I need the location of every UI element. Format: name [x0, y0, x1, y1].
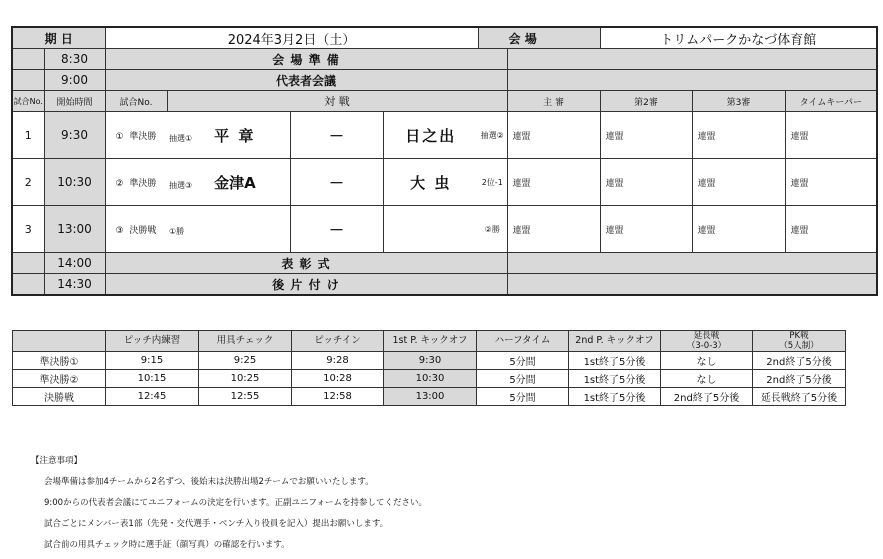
- timing-cell: 2nd終了5分後: [753, 352, 846, 370]
- event-label: 表 彰 式: [105, 253, 507, 274]
- col-referee: 主 審: [507, 91, 600, 112]
- match-time: 10:30: [44, 159, 105, 206]
- timing-row: [13, 370, 846, 388]
- timing-cell: 9:30: [384, 352, 477, 370]
- match-row: [12, 159, 877, 206]
- left-note: ①勝: [169, 227, 185, 236]
- note-item: 会場準備は参加4チームから2名ずつ、後始末は決勝出場2チームでお願いいたします。: [44, 477, 374, 487]
- venue-label: 会 場: [478, 27, 600, 49]
- timing-cell: 10:15: [106, 370, 199, 388]
- event-label: 代表者会議: [105, 70, 507, 91]
- timing-row: [13, 352, 846, 370]
- left-note: 抽選①: [169, 133, 193, 143]
- timing-row: [13, 388, 846, 406]
- timing-cell: 5分間: [477, 370, 569, 388]
- timing-header: ハーフタイム: [477, 331, 569, 352]
- match-no: 3: [12, 206, 44, 253]
- timing-cell: 1st終了5分後: [569, 352, 661, 370]
- timing-cell: 13:00: [384, 388, 477, 406]
- round: 準決勝: [129, 178, 157, 189]
- event-time: 14:30: [44, 274, 105, 296]
- game-no: ③: [115, 225, 124, 236]
- match-no: 1: [12, 112, 44, 159]
- timing-cell: 9:28: [292, 352, 384, 370]
- second-referee: 連盟: [600, 206, 692, 253]
- match-time: 9:30: [44, 112, 105, 159]
- timing-cell: 10:25: [199, 370, 292, 388]
- venue-value: トリムパークかなづ体育館: [600, 27, 877, 49]
- team-a: 金津A: [214, 173, 256, 192]
- note-item: 9:00からの代表者会議にてユニフォームの決定を行います。正副ユニフォームを持参してください。: [44, 498, 428, 508]
- event-time: 9:00: [44, 70, 105, 91]
- post-event-row: [12, 274, 877, 296]
- event-label: 後 片 付 け: [105, 274, 507, 296]
- third-referee: 連盟: [692, 112, 785, 159]
- match-time: 13:00: [44, 206, 105, 253]
- date-venue-row: [12, 27, 877, 49]
- timing-cell: 2nd終了5分後: [661, 388, 753, 406]
- timing-header: 1st P. キックオフ: [384, 331, 477, 352]
- timekeeper: 連盟: [785, 112, 877, 159]
- right-note: ②勝: [478, 206, 507, 253]
- note-item: 試合前の用具チェック時に選手証（顔写真）の確認を行います。: [44, 540, 290, 550]
- game-no: ②: [115, 178, 124, 189]
- team-b: 大 虫: [383, 159, 478, 206]
- date-label: 期 日: [12, 27, 105, 49]
- timing-header: 2nd P. キックオフ: [569, 331, 661, 352]
- referee: 連盟: [507, 112, 600, 159]
- referee: 連盟: [507, 159, 600, 206]
- col-start-time: 開始時間: [44, 91, 105, 112]
- vs-dash: －: [290, 206, 383, 253]
- timing-cell: なし: [661, 370, 753, 388]
- timing-header: PK戦 （5人制）: [753, 331, 846, 352]
- col-matchup: 対 戦: [167, 91, 507, 112]
- col-third: 第3審: [692, 91, 785, 112]
- timekeeper: 連盟: [785, 206, 877, 253]
- team-a: 平 章: [214, 126, 256, 145]
- timing-cell: 準決勝①: [13, 352, 106, 370]
- timing-cell: 9:15: [106, 352, 199, 370]
- team-b: 日之出: [383, 112, 478, 159]
- timing-cell: 決勝戦: [13, 388, 106, 406]
- timing-header: ピッチイン: [292, 331, 384, 352]
- timing-cell: 準決勝②: [13, 370, 106, 388]
- match-no: 2: [12, 159, 44, 206]
- notes-title: 【注意事項】: [31, 456, 83, 466]
- team-b: [383, 206, 478, 253]
- note-item: 試合ごとにメンバー表1部（先発・交代選手・ベンチ入り役員を記入）提出お願いします。: [44, 519, 389, 529]
- round: 準決勝: [129, 131, 157, 142]
- third-referee: 連盟: [692, 206, 785, 253]
- timing-cell: 5分間: [477, 388, 569, 406]
- referee: 連盟: [507, 206, 600, 253]
- event-time: 14:00: [44, 253, 105, 274]
- event-time: 8:30: [44, 49, 105, 70]
- col-game-no: 試合No.: [105, 91, 167, 112]
- timing-header: ピッチ内練習: [106, 331, 199, 352]
- game-no: ①: [115, 131, 124, 142]
- col-timekeeper: タイムキーパー: [785, 91, 877, 112]
- pre-event-row: [12, 49, 877, 70]
- vs-dash: －: [290, 159, 383, 206]
- timing-cell: 9:25: [199, 352, 292, 370]
- timing-header: 用具チェック: [199, 331, 292, 352]
- left-note: 抽選③: [169, 180, 193, 190]
- match-row: [12, 112, 877, 159]
- timing-header: 延長戦 （3-0-3）: [661, 331, 753, 352]
- match-row: [12, 206, 877, 253]
- vs-dash: －: [290, 112, 383, 159]
- second-referee: 連盟: [600, 159, 692, 206]
- right-note: 抽選②: [478, 112, 507, 159]
- right-note: 2位-1: [478, 159, 507, 206]
- timing-cell: 延長戦終了5分後: [753, 388, 846, 406]
- timing-table: [12, 330, 846, 406]
- timing-header: [13, 331, 106, 352]
- third-referee: 連盟: [692, 159, 785, 206]
- column-header-row: [12, 91, 877, 112]
- round: 決勝戦: [129, 225, 157, 236]
- second-referee: 連盟: [600, 112, 692, 159]
- timing-header-row: [13, 331, 846, 352]
- event-label: 会 場 準 備: [105, 49, 507, 70]
- col-match-no: 試合No.: [12, 91, 44, 112]
- date-value: 2024年3月2日（土）: [105, 27, 478, 49]
- timekeeper: 連盟: [785, 159, 877, 206]
- timing-cell: 2nd終了5分後: [753, 370, 846, 388]
- col-second: 第2審: [600, 91, 692, 112]
- timing-cell: 10:30: [384, 370, 477, 388]
- notes-section: [31, 451, 427, 556]
- timing-cell: 12:45: [106, 388, 199, 406]
- timing-cell: なし: [661, 352, 753, 370]
- timing-cell: 12:55: [199, 388, 292, 406]
- timing-cell: 12:58: [292, 388, 384, 406]
- timing-cell: 10:28: [292, 370, 384, 388]
- timing-cell: 1st終了5分後: [569, 388, 661, 406]
- post-event-row: [12, 253, 877, 274]
- timing-cell: 5分間: [477, 352, 569, 370]
- schedule-table: [11, 26, 878, 296]
- timing-cell: 1st終了5分後: [569, 370, 661, 388]
- pre-event-row: [12, 70, 877, 91]
